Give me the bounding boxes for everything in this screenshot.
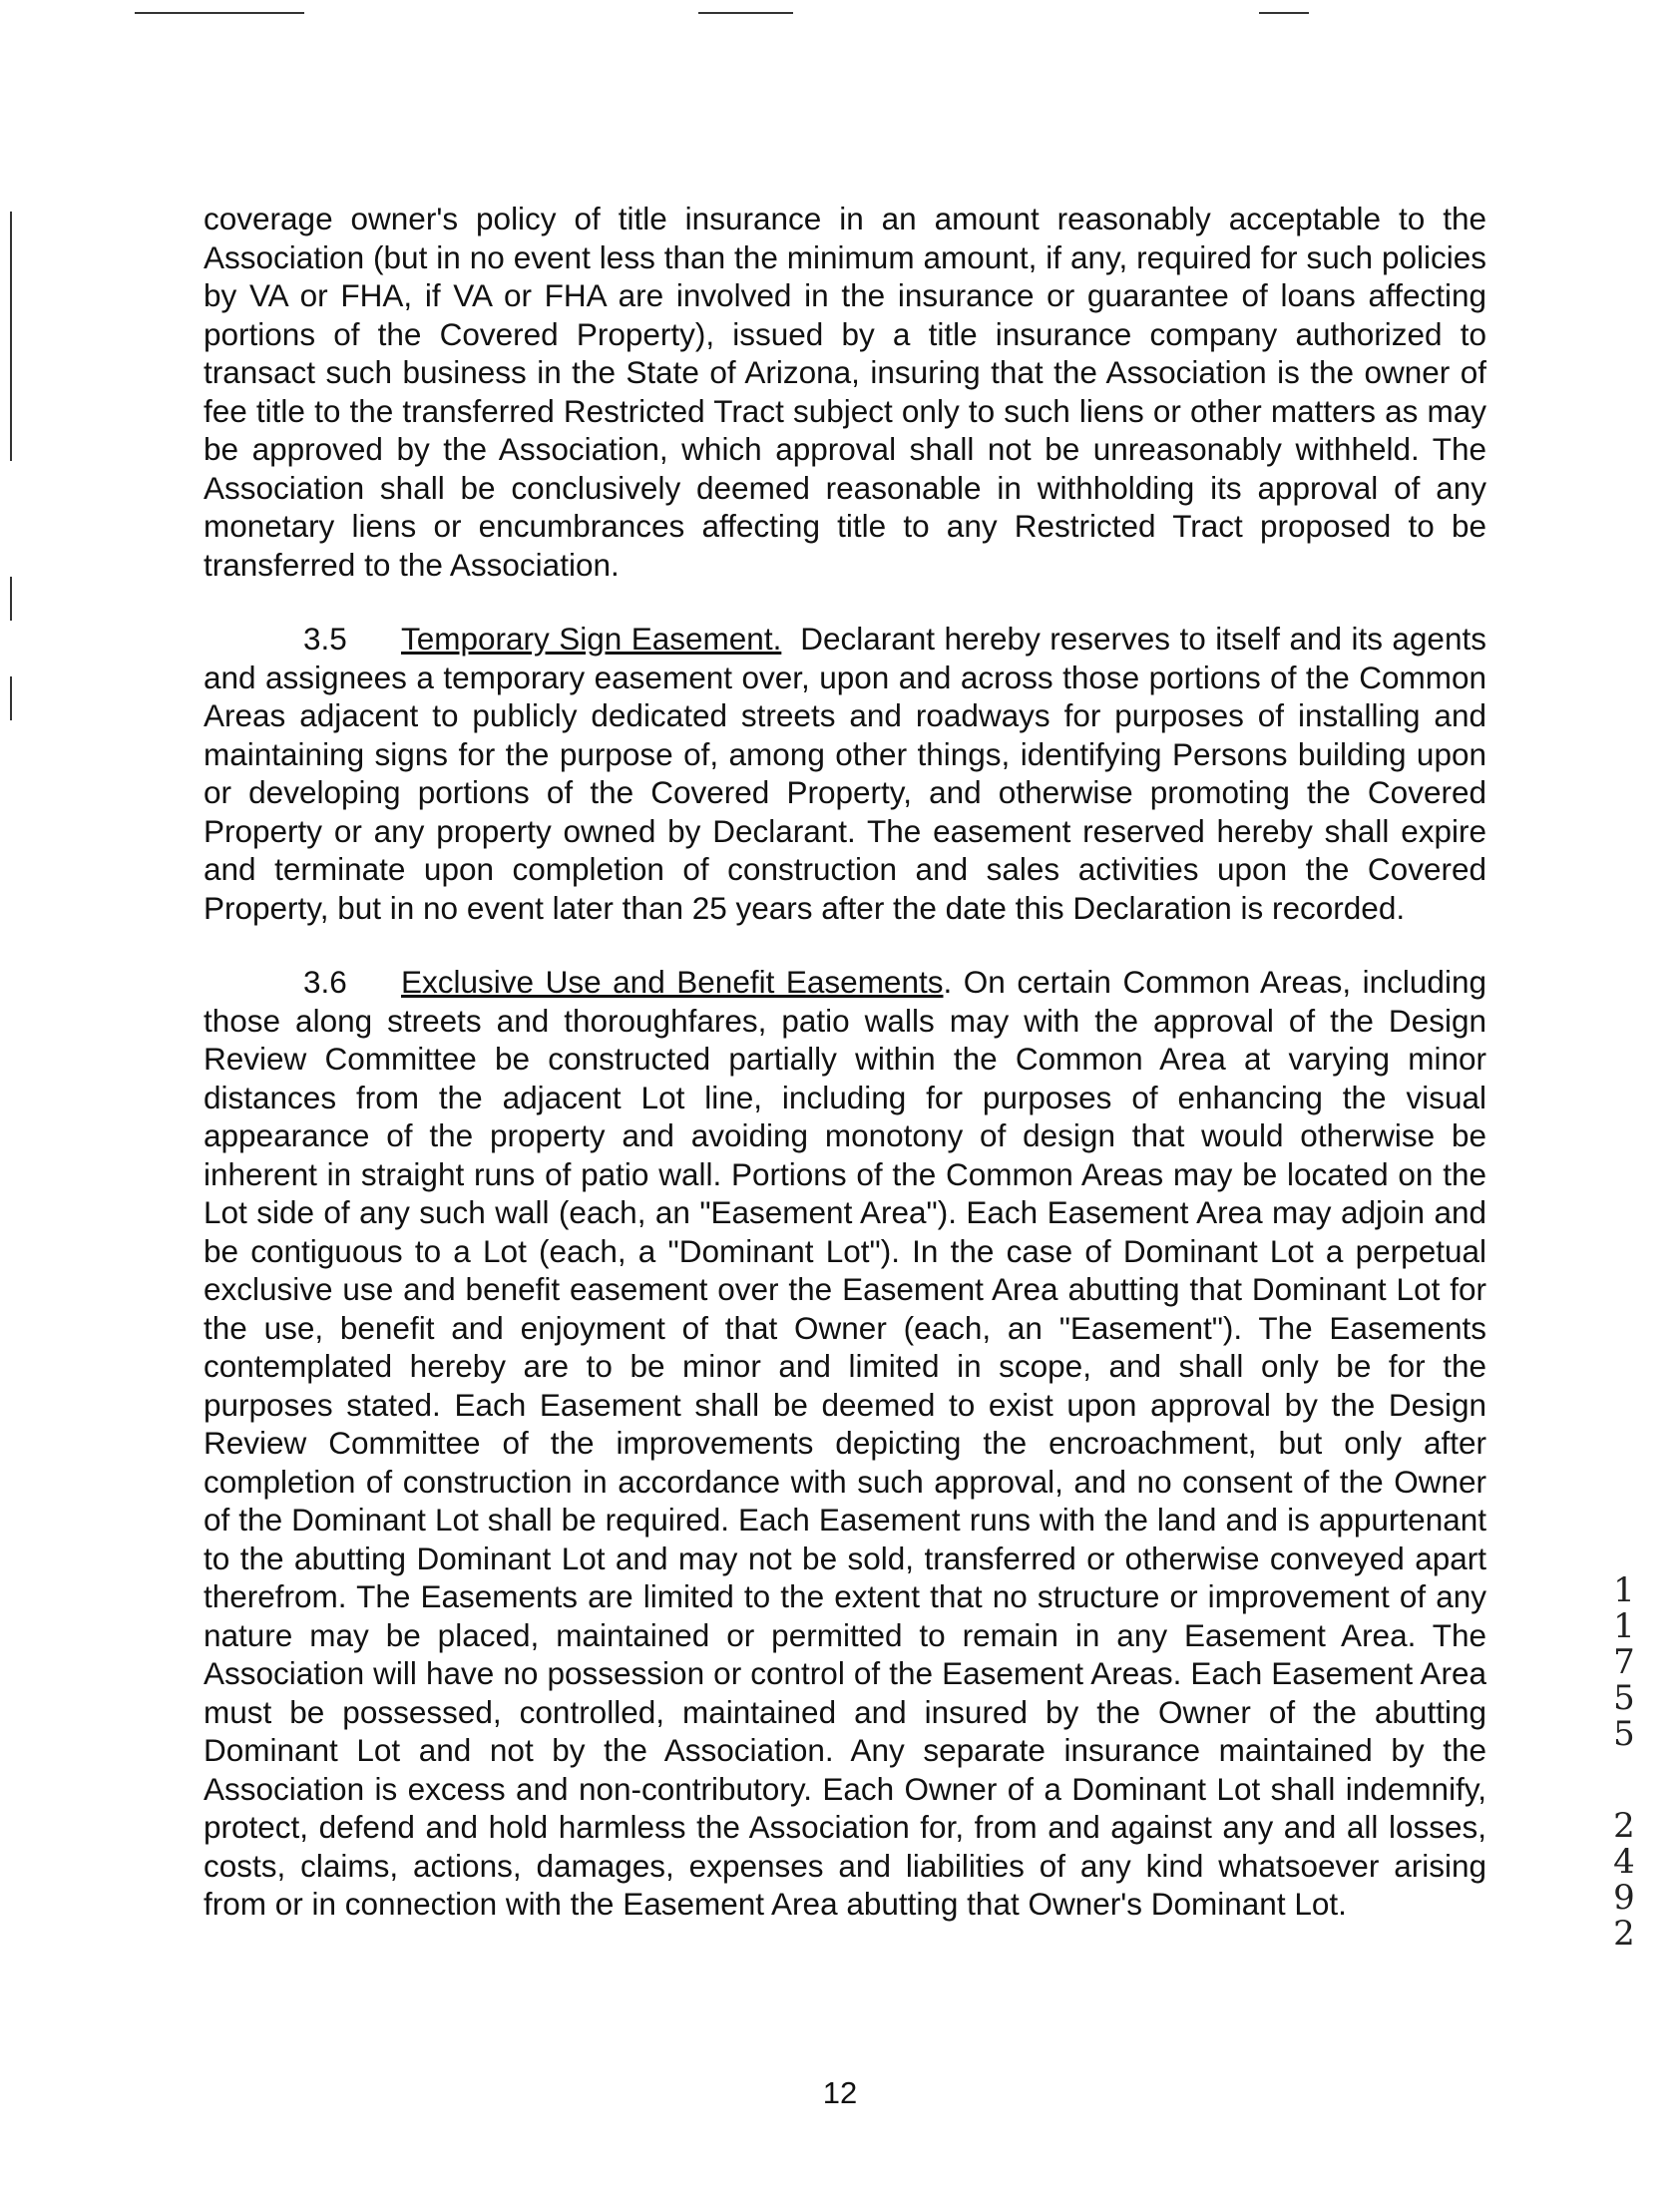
stamp-digit: 4 bbox=[1613, 1842, 1635, 1882]
top-rule-right bbox=[1259, 12, 1309, 14]
section-body: . On certain Common Areas, including those along streets and thoroughfares, patio walls may with the approval of the Design Review Committee be constructed partially within the Common Area at varying minor distances from the adjacent Lot line, including for purposes of enhancing the visual appearance of the property and avoiding monotony of design that would otherwise be inherent in straight runs of patio wall. Portions of the Common Areas may be located on the Lot side of any such wall (each, an "Easement Area"). Each Easement Area may adjoin and be contiguous to a Lot (each, a "Dominant Lot"). In the case of Dominant Lot a perpetual exclusive use and benefit easement over the Easement Area abutting that Dominant Lot for the use, benefit and enjoyment of that Owner (each, an "Easement"). The Easements contemplated hereby are to be minor and limited in scope, and shall only be for the purposes stated. Each Easement shall be deemed to exist upon approval by the Design Review Committee of the improvements depicting the encroachment, but only after completion of construction in accordance with such approval, and no consent of the Owner of the Dominant Lot shall be required. Each Easement runs with the land and is appurtenant to the abutting Dominant Lot and may not be sold, transferred or otherwise conveyed apart therefrom. The Easements are limited to the extent that no structure or improvement of any nature may be placed, maintained or permitted to remain in any Easement Area. The Association will have no possession or control of the Easement Areas. Each Easement Area must be possessed, controlled, maintained and insured by the Owner of the abutting Dominant Lot and not by the Association. Any separate insurance maintained by the Association is excess and non-contributory. Each Owner of a Dominant Lot shall indemnify, protect, defend and hold harmless the Association for, from and against any and all losses, costs, claims, actions, damages, expenses and liabilities of any kind whatsoever arising from or in connection with the Easement Area abutting that Owner's Dominant Lot. bbox=[204, 964, 1486, 1922]
stamp-digit: 5 bbox=[1613, 1678, 1635, 1718]
section-number: 3.5 bbox=[303, 621, 347, 657]
section-3-6 bbox=[204, 963, 1486, 1924]
stamp-digit: 1 bbox=[1613, 1570, 1635, 1610]
top-rule-left bbox=[135, 12, 304, 14]
section-3-5 bbox=[204, 620, 1486, 927]
stamp-digit: 7 bbox=[1613, 1642, 1635, 1682]
section-number: 3.6 bbox=[303, 964, 347, 1000]
section-body: Declarant hereby reserves to itself and its agents and assignees a temporary easement over, upon and across those portions of the Common Areas adjacent to publicly dedicated streets and roadways for purposes of installing and maintaining signs for the purpose of, among other things, identifying Persons building upon or developing portions of the Covered Property, and otherwise promoting the Covered Property or any property owned by Declarant. The easement reserved hereby shall expire and terminate upon completion of construction and sales activities upon the Covered Property, but in no event later than 25 years after the date this Declaration is recorded. bbox=[204, 621, 1486, 926]
stamp-digit: 5 bbox=[1613, 1714, 1635, 1754]
section-heading: Exclusive Use and Benefit Easements bbox=[401, 964, 944, 1000]
stamp-digit: 1 bbox=[1613, 1606, 1635, 1646]
document-body bbox=[204, 200, 1486, 1960]
margin-change-bar-1 bbox=[10, 212, 12, 461]
stamp-digit: 9 bbox=[1613, 1878, 1635, 1918]
top-rule-center bbox=[698, 12, 793, 14]
stamp-digit: 2 bbox=[1613, 1806, 1635, 1846]
stamp-gap bbox=[1608, 1752, 1640, 1808]
continuation-paragraph: coverage owner's policy of title insurance in an amount reasonably acceptable to the Association (but in no event less than the minimum amount, if any, required for such policies by VA or FHA, if VA or FHA are involved in the insurance or guarantee of loans affecting portions of the Covered Property), issued by a title insurance company authorized to transact such business in the State of Arizona, insuring that the Association is the owner of fee title to the transferred Restricted Tract subject only to such liens or other matters as may be approved by the Association, which approval shall not be unreasonably withheld. The Association shall be conclusively deemed reasonable in withholding its approval of any monetary liens or encumbrances affecting title to any Restricted Tract proposed to be transferred to the Association. bbox=[204, 201, 1486, 583]
section-heading: Temporary Sign Easement. bbox=[401, 621, 782, 657]
page-number: 12 bbox=[822, 2075, 858, 2110]
recording-stamp bbox=[1608, 1572, 1640, 1952]
stamp-digit: 2 bbox=[1613, 1914, 1635, 1954]
margin-change-bar-3 bbox=[10, 676, 12, 720]
margin-change-bar-2 bbox=[10, 577, 12, 621]
